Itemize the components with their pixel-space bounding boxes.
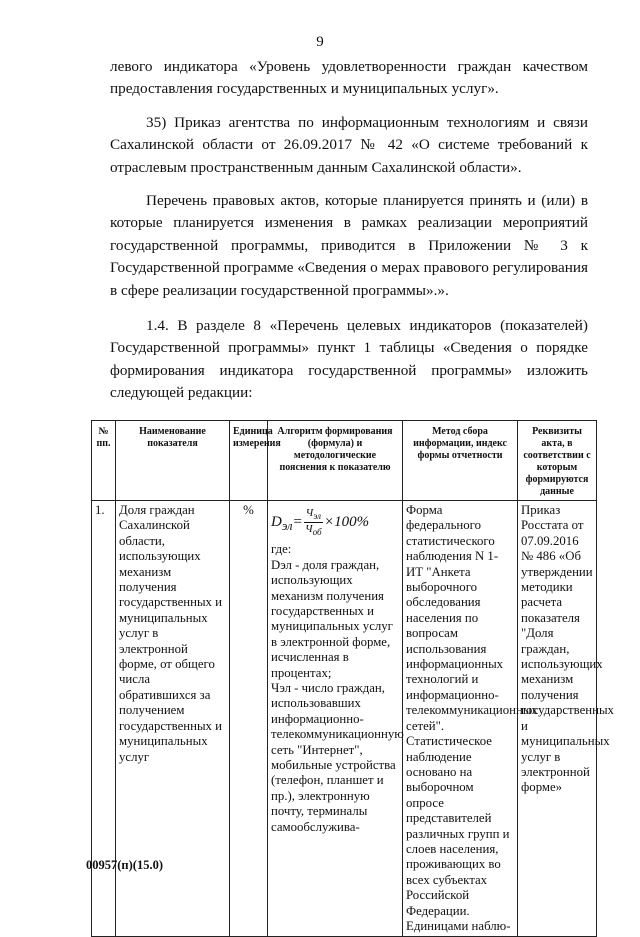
page-number: 9 [316,34,324,50]
paragraph-item-35: 35) Приказ агентства по информационным технологиям и связи Сахалинской области от 26.09.2017 № 42 «О системе требований к отраслевым пространственным данным Сахалинской области». [110,114,588,176]
formula: $D_{эл}=$ $\frac{Ч_{эл}}{Ч_{об}}$ ×100% [271,507,370,538]
formula-tail: ×100% [324,514,370,531]
cell-method: Форма федерального статистического наблюдения N 1-ИТ "Анкета выборочного обследования населения по вопросам использования информационных технологий и информационно-телекоммуникационных сетей". Статистическое наблюдение основано на выборочном опросе представителей различных групп и слоев населения, проживающих во всех субъектах Российской Федерации. Единицами наблю- [403,501,518,937]
paragraph-amendment-1-4: 1.4. В разделе 8 «Перечень целевых индикаторов (показателей) Государственной программы» пункт 1 таблицы «Сведения о порядке формирования индикатора государственной программы» изложить следующей редакции: [110,317,588,402]
cell-requisites: Приказ Росстата от 07.09.2016 № 486 «Об утверждении методики расчета показателя "Доля граждан, использующих механизм получения государственных и муниципальных услуг в электронной форме» [518,501,597,937]
formula-fraction [304,507,323,538]
cell-unit: % [230,501,268,937]
formula-numerator: $Ч_{эл}$ [305,507,322,522]
header-algorithm: Алгоритм формирования (формула) и методологические пояснения к показателю [268,421,403,501]
cell-algorithm [268,501,403,937]
cell-name: Доля граждан Сахалинской области, использующих механизм получения государственных и муниципальных услуг в электронной форме, от общего числа обратившихся за получением государственных и муниципальных услуг [116,501,230,937]
formula-denominator: $Ч_{об}$ [305,523,322,538]
table-row [92,501,597,937]
formula-lhs: D [271,514,282,531]
header-unit: Единица измерения [230,421,268,501]
indicator-table [91,420,614,937]
algorithm-text: где: Dэл - доля граждан, использующих механизм получения государственных и муниципальных услуг в электронной форме, исчисленная в процентах; Чэл - число граждан, использовавших информационно-телекоммуникационную сеть "Интернет", мобильные устройства (телефон, планшет и пр.), электронную почту, терминалы самообслужива- [271,542,404,834]
header-name: Наименование показателя [116,421,230,501]
header-num: № пп. [92,421,116,501]
paragraph-legal-acts: Перечень правовых актов, которые планируется принять и (или) в которые планируется изменения в рамках реализации мероприятий государственной программы, приводится в Приложении № 3 к Государственной программе «Сведения о мерах правового регулирования в сфере реализации государственной программы».». [110,192,588,299]
header-requisites: Реквизиты акта, в соответствии с которым формируются данные [518,421,597,501]
cell-num: 1. [92,501,116,937]
formula-lhs-sub: эл [281,519,293,534]
table-header-row [92,421,597,501]
header-method: Метод сбора информации, индекс формы отчетности [403,421,518,501]
document-code: 00957(п)(15.0) [86,858,163,872]
paragraph-continuation: левого индикатора «Уровень удовлетворенности граждан качеством предоставления государственных и муниципальных услуг». [110,58,588,98]
